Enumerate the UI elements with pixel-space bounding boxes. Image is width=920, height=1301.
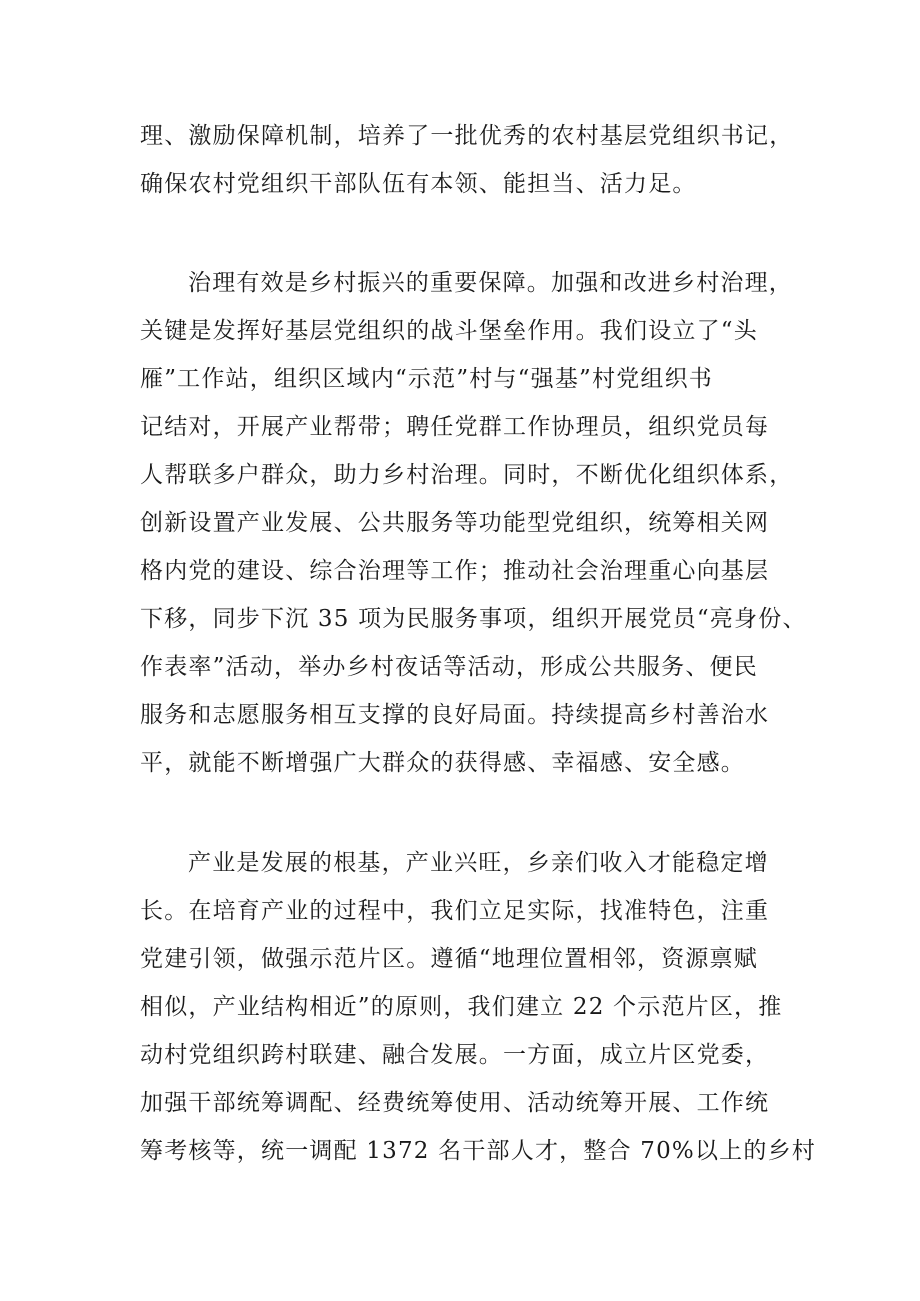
paragraph-line: 筹考核等，统一调配 1372 名干部人才，整合 70%以上的乡村 [140,1138,816,1164]
paragraph-line: 平，就能不断增强广大群众的获得感、幸福感、安全感。 [140,750,745,776]
paragraph-line: 长。在培育产业的过程中，我们立足实际，找准特色，注重 [140,898,770,924]
paragraph-line: 党建引领，做强示范片区。遵循“地理位置相邻，资源禀赋 [140,946,758,972]
paragraph-line: 人帮联多户群众，助力乡村治理。同时，不断优化组织体系， [140,462,794,488]
paragraph-line: 确保农村党组织干部队伍有本领、能担当、活力足。 [140,171,697,197]
paragraph-line: 格内党的建设、综合治理等工作；推动社会治理重心向基层 [140,558,770,584]
paragraph-line: 动村党组织跨村联建、融合发展。一方面，成立片区党委， [140,1042,770,1068]
paragraph-line: 服务和志愿服务相互支撑的良好局面。持续提高乡村善治水 [140,702,770,728]
paragraph-line: 相似，产业结构相近”的原则，我们建立 22 个示范片区，推 [140,994,783,1020]
paragraph-line: 创新设置产业发展、公共服务等功能型党组织，统筹相关网 [140,510,770,536]
paragraph-line: 加强干部统筹调配、经费统筹使用、活动统筹开展、工作统 [140,1090,770,1116]
paragraph-line: 记结对，开展产业帮带；聘任党群工作协理员，组织党员每 [140,414,770,440]
paragraph-line: 治理有效是乡村振兴的重要保障。加强和改进乡村治理， [188,270,793,296]
paragraph-line: 作表率”活动，举办乡村夜话等活动，形成公共服务、便民 [140,654,758,680]
paragraph-line: 理、激励保障机制，培养了一批优秀的农村基层党组织书记， [140,123,794,149]
paragraph-line: 下移，同步下沉 35 项为民服务事项，组织开展党员“亮身份、 [140,606,807,632]
paragraph-line: 关键是发挥好基层党组织的战斗堡垒作用。我们设立了“头 [140,318,758,344]
paragraph-line: 雁”工作站，组织区域内“示范”村与“强基”村党组织书 [140,366,713,392]
paragraph-line: 产业是发展的根基，产业兴旺，乡亲们收入才能稳定增 [188,850,769,876]
